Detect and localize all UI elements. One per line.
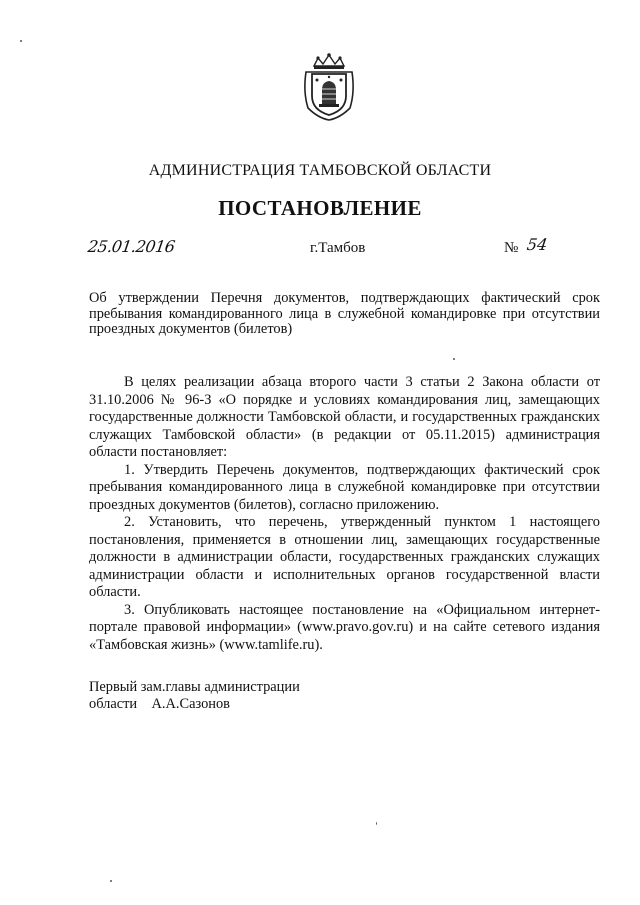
document-body xyxy=(89,374,600,654)
scan-speck xyxy=(110,880,112,882)
scan-speck xyxy=(20,40,22,42)
handwritten-date: 25.01.2016 xyxy=(86,237,176,256)
document-subject: Об утверждении Перечня документов, подтверждающих фактический срок пребывания командированного лица в служебной командировке при отсутствии проездных документов (билетов) xyxy=(89,290,600,337)
handwritten-number: 54 xyxy=(525,235,549,254)
body-paragraph-item-3: 3. Опубликовать настоящее постановление на «Официальном интернет-портале правовой информации» (www.pravo.gov.ru) и на сайте сетевого издания «Тамбовская жизнь» (www.tamlife.ru). xyxy=(89,601,600,653)
coat-of-arms-icon xyxy=(300,52,358,122)
number-label: № xyxy=(504,240,519,256)
signatory-name: А.А.Сазонов xyxy=(151,696,230,712)
body-paragraph-item-1: 1. Утвердить Перечень документов, подтверждающих фактический срок пребывания командированного лица в служебной командировке при отсутствии проездных документов (билетов), согласно приложению. xyxy=(89,461,600,513)
body-paragraph-item-2: 2. Установить, что перечень, утвержденный пунктом 1 настоящего постановления, применяется в отношении лиц, замещающих государственные должности в администрации области, государственных гражданских служащих администрации области и исполнительных органов государственной власти области. xyxy=(89,514,600,600)
scan-speck xyxy=(376,822,377,825)
signature-block xyxy=(89,679,300,713)
document-meta-row xyxy=(0,237,640,261)
signatory-position-region: области xyxy=(89,696,138,712)
organization-name: АДМИНИСТРАЦИЯ ТАМБОВСКОЙ ОБЛАСТИ xyxy=(148,162,492,179)
body-paragraph-preamble: В целях реализации абзаца второго части 3 статьи 2 Закона области от 31.10.2006 № 96-З «О порядке и условиях командирования лиц, замещающих государственные должности Тамбовской области, и государственных гражданских служащих Тамбовской области» (в редакции от 05.11.2015) администрация области постановляет: xyxy=(89,374,600,460)
city-label: г.Тамбов xyxy=(310,240,366,256)
document-type-title: ПОСТАНОВЛЕНИЕ xyxy=(218,196,422,220)
signatory-position-line1: Первый зам.главы администрации xyxy=(89,679,300,695)
signatory-position-line2 xyxy=(89,696,300,713)
scan-speck xyxy=(453,358,455,360)
